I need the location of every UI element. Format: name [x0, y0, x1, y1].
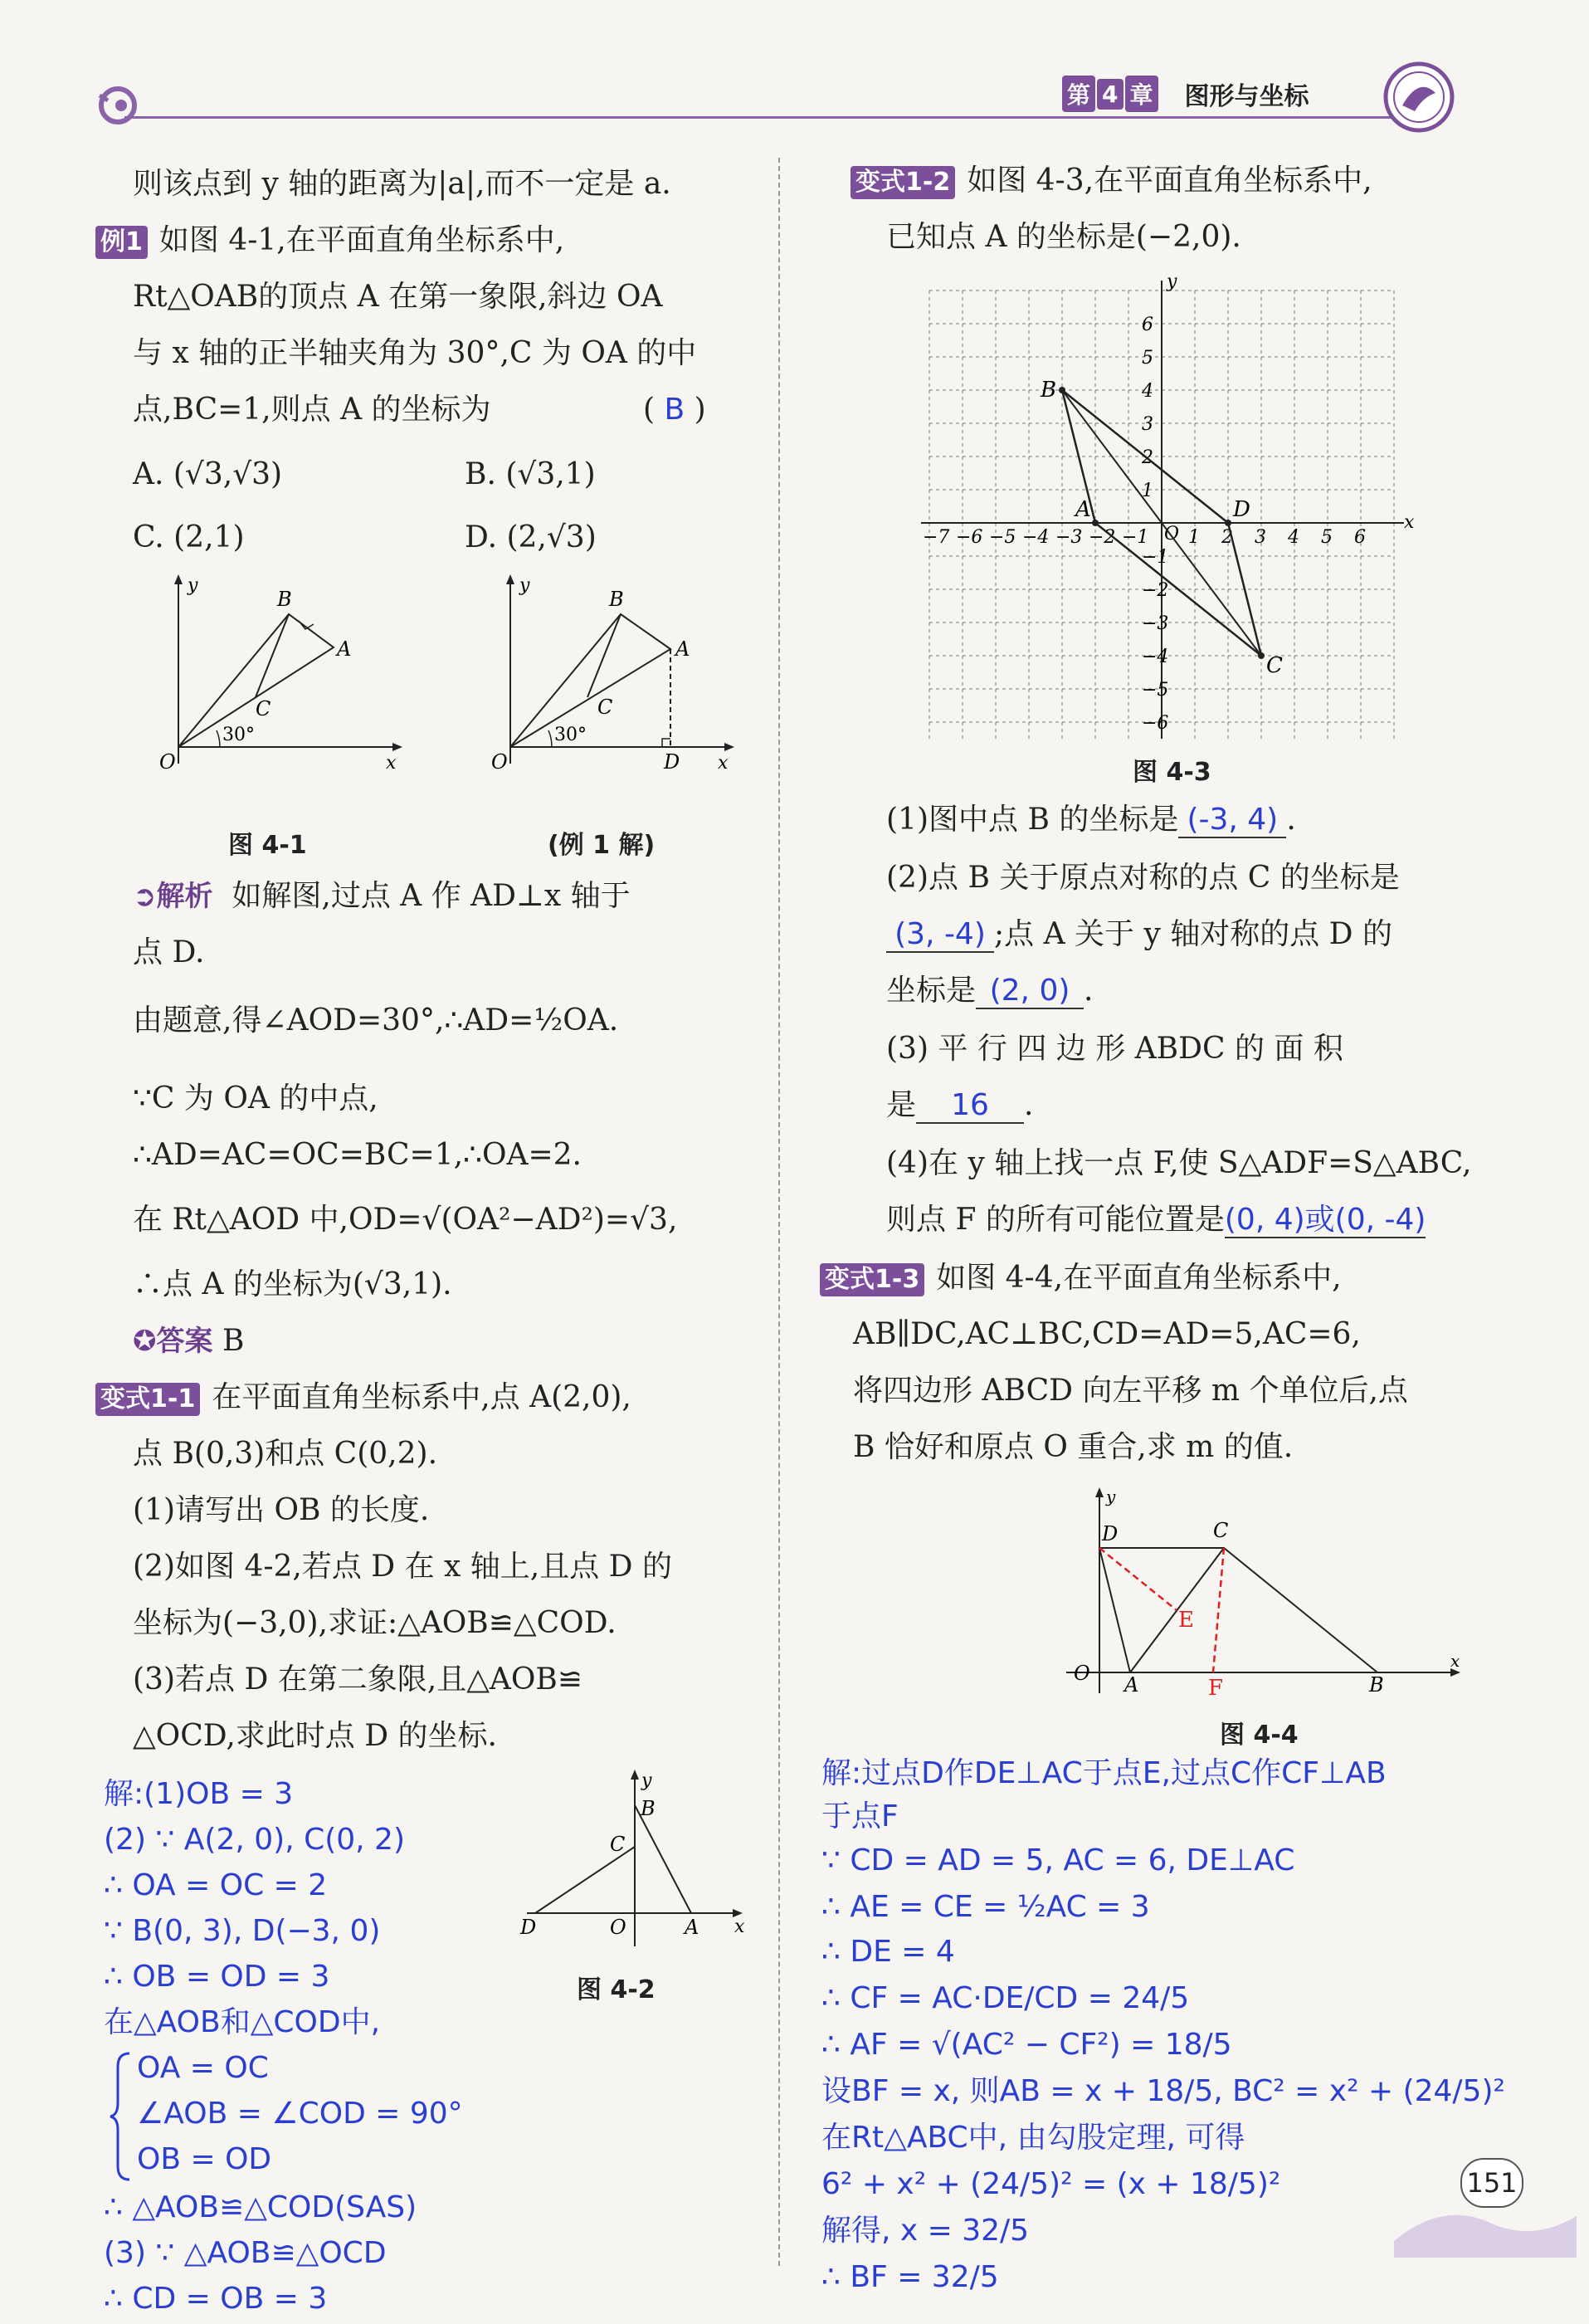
- chapter-prefix: 第: [1062, 76, 1095, 112]
- x-tick-label: 5: [1321, 527, 1333, 548]
- y-tick-label: −2: [1142, 580, 1169, 601]
- analysis-line-1: [133, 878, 631, 915]
- variant-1-2-text-1: 如图 4-3,在平面直角坐标系中,: [967, 164, 1372, 198]
- figure-4-3-caption: 图 4-3: [1133, 758, 1211, 787]
- solution-1-1-line-2: (2) ∵ A(2, 0), C(0, 2): [104, 1823, 406, 1857]
- point-a: [1092, 520, 1099, 526]
- q2-text-3: 坐标是: [886, 974, 977, 1008]
- example-1-tag: 例1: [95, 226, 148, 259]
- figure-4-2-caption: 图 4-2: [577, 1975, 656, 2004]
- solution-1-1-line-7: OA = OC: [137, 2051, 269, 2085]
- variant-1-1-line-5: 坐标为(−3,0),求证:△AOB≌△COD.: [133, 1606, 617, 1640]
- variant-1-1-line-4: (2)如图 4-2,若点 D 在 x 轴上,且点 D 的: [133, 1550, 672, 1584]
- x-tick-label: 2: [1221, 527, 1233, 548]
- q2-line-1: (2)点 B 关于原点对称的点 C 的坐标是: [886, 861, 1400, 895]
- solution-1-3-line-1: 解:过点D作DE⊥AC于点E,过点C作CF⊥AB: [821, 1756, 1387, 1790]
- svg-text:x: x: [1450, 1651, 1460, 1671]
- swirl-icon: [91, 79, 141, 129]
- svg-text:y: y: [519, 575, 530, 596]
- solution-1-3-line-10: 6² + x² + (24/5)² = (x + 18/5)²: [821, 2167, 1281, 2201]
- q3-line-1: (3) 平 行 四 边 形 ABDC 的 面 积: [886, 1032, 1343, 1066]
- figure-4-2: [510, 1768, 751, 1950]
- svg-text:O: O: [610, 1916, 626, 1939]
- analysis-tag: ➲解析: [133, 880, 213, 913]
- analysis-line-5: ∴AD=AC=OC=BC=1,∴OA=2.: [133, 1138, 582, 1172]
- example-1-solution-figure: [473, 573, 747, 788]
- svg-text:C: C: [1213, 1519, 1229, 1542]
- svg-text:y: y: [641, 1770, 652, 1791]
- svg-text:y: y: [1106, 1487, 1116, 1506]
- answer-value: B: [222, 1324, 245, 1358]
- x-axis-label: x: [1404, 512, 1415, 533]
- solution-1-1-line-5: ∴ OB = OD = 3: [104, 1960, 330, 1994]
- y-tick-label: 6: [1142, 315, 1153, 335]
- q4-answer: (0, 4)或(0, -4): [1224, 1203, 1426, 1237]
- variant-1-2-line-2: 已知点 A 的坐标是(−2,0).: [886, 220, 1241, 254]
- q4-line-2: [886, 1202, 1426, 1238]
- analysis-text-1: 如解图,过点 A 作 AD⊥x 轴于: [232, 879, 631, 913]
- example-1-line-3: 与 x 轴的正半轴夹角为 30°,C 为 OA 的中: [133, 336, 697, 370]
- variant-1-3-line-2: AB∥DC,AC⊥BC,CD=AD=5,AC=6,: [853, 1317, 1361, 1351]
- q2-line-2: [886, 916, 1392, 953]
- svg-text:F: F: [1208, 1676, 1224, 1701]
- variant-1-2-tag: 变式1-2: [851, 166, 955, 199]
- q2-answer-2: (2, 0): [976, 974, 1084, 1009]
- y-tick-label: −1: [1142, 547, 1169, 568]
- svg-text:30°: 30°: [222, 725, 255, 745]
- point-c-label: C: [1266, 653, 1283, 678]
- option-b: B. (√3,1): [465, 457, 596, 491]
- example-1-answer-bracket: ( B ): [643, 393, 706, 427]
- variant-1-1-line-3: (1)请写出 OB 的长度.: [133, 1493, 430, 1527]
- svg-text:E: E: [1178, 1608, 1194, 1633]
- q1-line: (1)图中点 B 的坐标是 (-3, 4) .: [886, 803, 1296, 837]
- q2-text-2: ;点 A 关于 y 轴对称的点 D 的: [994, 917, 1392, 951]
- example-1-line-1: [95, 222, 564, 259]
- option-c: C. (2,1): [133, 520, 245, 554]
- figure-4-1: [141, 573, 415, 788]
- analysis-line-7: ∴点 A 的坐标为(√3,1).: [133, 1267, 452, 1301]
- solution-1-1-line-12: ∴ CD = OB = 3: [104, 2282, 328, 2316]
- analysis-line-4: ∵C 为 OA 的中点,: [133, 1081, 378, 1116]
- analysis-line-6: 在 Rt△AOD 中,OD=√(OA²−AD²)=√3,: [133, 1203, 678, 1237]
- y-tick-label: 4: [1142, 381, 1153, 402]
- y-axis-label: y: [1167, 274, 1177, 292]
- y-tick-label: −5: [1142, 680, 1169, 701]
- svg-text:A: A: [685, 1916, 699, 1939]
- solution-1-1-line-11: (3) ∵ △AOB≌△OCD: [104, 2236, 387, 2270]
- solution-1-3-line-5: ∴ DE = 4: [821, 1935, 955, 1969]
- q2-line-3: 坐标是 (2, 0) .: [886, 974, 1094, 1008]
- chapter-suffix: 章: [1125, 76, 1158, 112]
- x-tick-label: −7: [923, 527, 950, 548]
- variant-1-1-tag: 变式1-1: [95, 1383, 200, 1416]
- solution-1-3-line-6: ∴ CF = AC·DE/CD = 24/5: [821, 1981, 1190, 2015]
- svg-text:B: B: [641, 1797, 656, 1820]
- publisher-logo: [1382, 60, 1456, 134]
- x-tick-label: −1: [1122, 527, 1149, 548]
- solution-1-1-line-10: ∴ △AOB≌△COD(SAS): [104, 2190, 417, 2224]
- x-tick-label: −5: [989, 527, 1016, 548]
- solution-1-3-line-7: ∴ AF = √(AC² − CF²) = 18/5: [821, 2028, 1232, 2062]
- q1-answer: (-3, 4): [1178, 803, 1286, 838]
- svg-text:C: C: [256, 697, 271, 720]
- point-d: [1225, 520, 1231, 526]
- analysis-line-3: 由题意,得∠AOD=30°,∴AD=½OA.: [133, 1003, 619, 1038]
- example-1-text-1: 如图 4-1,在平面直角坐标系中,: [158, 223, 565, 257]
- svg-text:B: B: [277, 588, 292, 611]
- svg-text:D: D: [1102, 1522, 1119, 1545]
- x-tick-label: −4: [1022, 527, 1050, 548]
- variant-1-3-tag: 变式1-3: [820, 1263, 924, 1296]
- q2-answer-1: (3, -4): [886, 918, 994, 953]
- chapter-number: 4: [1097, 79, 1123, 110]
- solution-1-1-line-9: OB = OD: [137, 2142, 272, 2176]
- svg-text:x: x: [386, 753, 397, 774]
- x-tick-label: 1: [1188, 527, 1200, 548]
- y-tick-label: −4: [1142, 647, 1169, 667]
- svg-text:D: D: [520, 1916, 537, 1939]
- system-brace: [108, 2050, 133, 2183]
- variant-1-3-line-3: 将四边形 ABCD 向左平移 m 个单位后,点: [853, 1374, 1408, 1408]
- svg-text:x: x: [718, 753, 729, 774]
- example-1-line-2: Rt△OAB的顶点 A 在第一象限,斜边 OA: [133, 280, 663, 314]
- solution-1-1-line-3: ∴ OA = OC = 2: [104, 1868, 328, 1902]
- svg-text:A: A: [1124, 1673, 1139, 1697]
- q3-text-2: 是: [886, 1088, 917, 1122]
- solution-1-1-line-1: 解:(1)OB = 3: [104, 1777, 294, 1811]
- chapter-heading: [1062, 75, 1309, 113]
- figure-4-4-caption: 图 4-4: [1220, 1721, 1299, 1750]
- x-tick-label: 6: [1354, 527, 1366, 548]
- figure-4-4: [1054, 1486, 1469, 1702]
- variant-1-1-line-7: △OCD,求此时点 D 的坐标.: [133, 1719, 497, 1753]
- svg-text:A: A: [337, 637, 352, 661]
- analysis-line-2: 点 D.: [133, 935, 205, 969]
- example-1-answer: B: [664, 393, 685, 427]
- svg-text:A: A: [675, 637, 690, 661]
- y-tick-label: 3: [1142, 414, 1153, 435]
- q4-text-2: 则点 F 的所有可能位置是: [886, 1203, 1225, 1237]
- svg-text:O: O: [491, 750, 508, 774]
- y-tick-label: 5: [1142, 348, 1153, 369]
- x-tick-label: 3: [1255, 527, 1266, 548]
- variant-1-1-text-1: 在平面直角坐标系中,点 A(2,0),: [212, 1380, 631, 1414]
- header-rule: [124, 116, 1419, 119]
- solution-1-3-line-4: ∴ AE = CE = ½AC = 3: [821, 1890, 1150, 1924]
- q3-line-2: 是 16 .: [886, 1088, 1034, 1122]
- example-1-line-4: 点,BC=1,则点 A 的坐标为: [133, 393, 491, 427]
- point-b: [1059, 387, 1065, 393]
- solution-1-3-line-12: ∴ BF = 32/5: [821, 2260, 999, 2294]
- svg-text:x: x: [734, 1916, 745, 1937]
- svg-text:30°: 30°: [554, 725, 587, 745]
- point-d-label: D: [1233, 497, 1250, 522]
- page-number: 151: [1460, 2158, 1523, 2208]
- y-tick-label: −3: [1142, 613, 1169, 634]
- solution-1-3-line-8: 设BF = x, 则AB = x + 18/5, BC² = x² + (24/5)²: [821, 2074, 1505, 2108]
- variant-1-1-line-2: 点 B(0,3)和点 C(0,2).: [133, 1437, 438, 1471]
- variant-1-1-line-6: (3)若点 D 在第二象限,且△AOB≌: [133, 1662, 583, 1697]
- figure-4-3: [921, 274, 1427, 739]
- point-a-label: A: [1075, 497, 1091, 522]
- variant-1-3-line-4: B 恰好和原点 O 重合,求 m 的值.: [853, 1430, 1294, 1464]
- column-divider: [778, 158, 780, 2266]
- y-tick-label: 1: [1142, 481, 1153, 501]
- variant-1-3-text-1: 如图 4-4,在平面直角坐标系中,: [936, 1261, 1342, 1295]
- y-tick-label: 2: [1142, 447, 1153, 468]
- answer-tag: ✪答案: [133, 1325, 213, 1358]
- x-tick-label: −6: [956, 527, 983, 548]
- svg-text:C: C: [597, 696, 613, 719]
- svg-text:O: O: [159, 750, 176, 774]
- variant-1-2-line-1: [851, 163, 1372, 199]
- solution-1-3-line-3: ∵ CD = AD = 5, AC = 6, DE⊥AC: [821, 1843, 1295, 1877]
- q3-answer: 16: [916, 1089, 1024, 1124]
- answer-line: [133, 1323, 244, 1360]
- q4-line-1: (4)在 y 轴上找一点 F,使 S△ADF=S△ABC,: [886, 1146, 1472, 1180]
- option-a: A. (√3,√3): [133, 457, 283, 491]
- intro-line: 则该点到 y 轴的距离为|a|,而不一定是 a.: [133, 167, 671, 201]
- svg-text:B: B: [1369, 1673, 1384, 1697]
- svg-text:B: B: [609, 588, 624, 611]
- solution-1-1-line-4: ∵ B(0, 3), D(−3, 0): [104, 1914, 381, 1948]
- q1-text: (1)图中点 B 的坐标是: [886, 803, 1179, 837]
- example-1-solution-caption: (例 1 解): [548, 831, 656, 860]
- figure-4-1-caption: 图 4-1: [228, 831, 307, 860]
- solution-1-3-line-9: 在Rt△ABC中, 由勾股定理, 可得: [821, 2121, 1245, 2155]
- chapter-title: 图形与坐标: [1184, 82, 1309, 111]
- x-tick-label: 4: [1288, 527, 1299, 548]
- x-tick-label: −3: [1055, 527, 1083, 548]
- variant-1-1-line-1: [95, 1379, 631, 1416]
- solution-1-3-line-2: 于点F: [821, 1799, 899, 1833]
- solution-1-1-line-8: ∠AOB = ∠COD = 90°: [137, 2097, 463, 2131]
- solution-1-1-line-6: 在△AOB和△COD中,: [104, 2005, 381, 2039]
- y-tick-label: −6: [1142, 713, 1169, 734]
- svg-text:y: y: [188, 575, 198, 596]
- solution-1-3-line-11: 解得, x = 32/5: [821, 2214, 1030, 2248]
- option-d: D. (2,√3): [465, 520, 597, 554]
- point-b-label: B: [1041, 378, 1057, 403]
- svg-text:O: O: [1074, 1662, 1090, 1685]
- variant-1-3-line-1: [820, 1260, 1342, 1296]
- point-c: [1258, 652, 1265, 659]
- origin-label: O: [1164, 524, 1180, 544]
- svg-text:C: C: [610, 1833, 626, 1856]
- x-tick-label: −2: [1089, 527, 1116, 548]
- svg-text:D: D: [664, 750, 680, 774]
